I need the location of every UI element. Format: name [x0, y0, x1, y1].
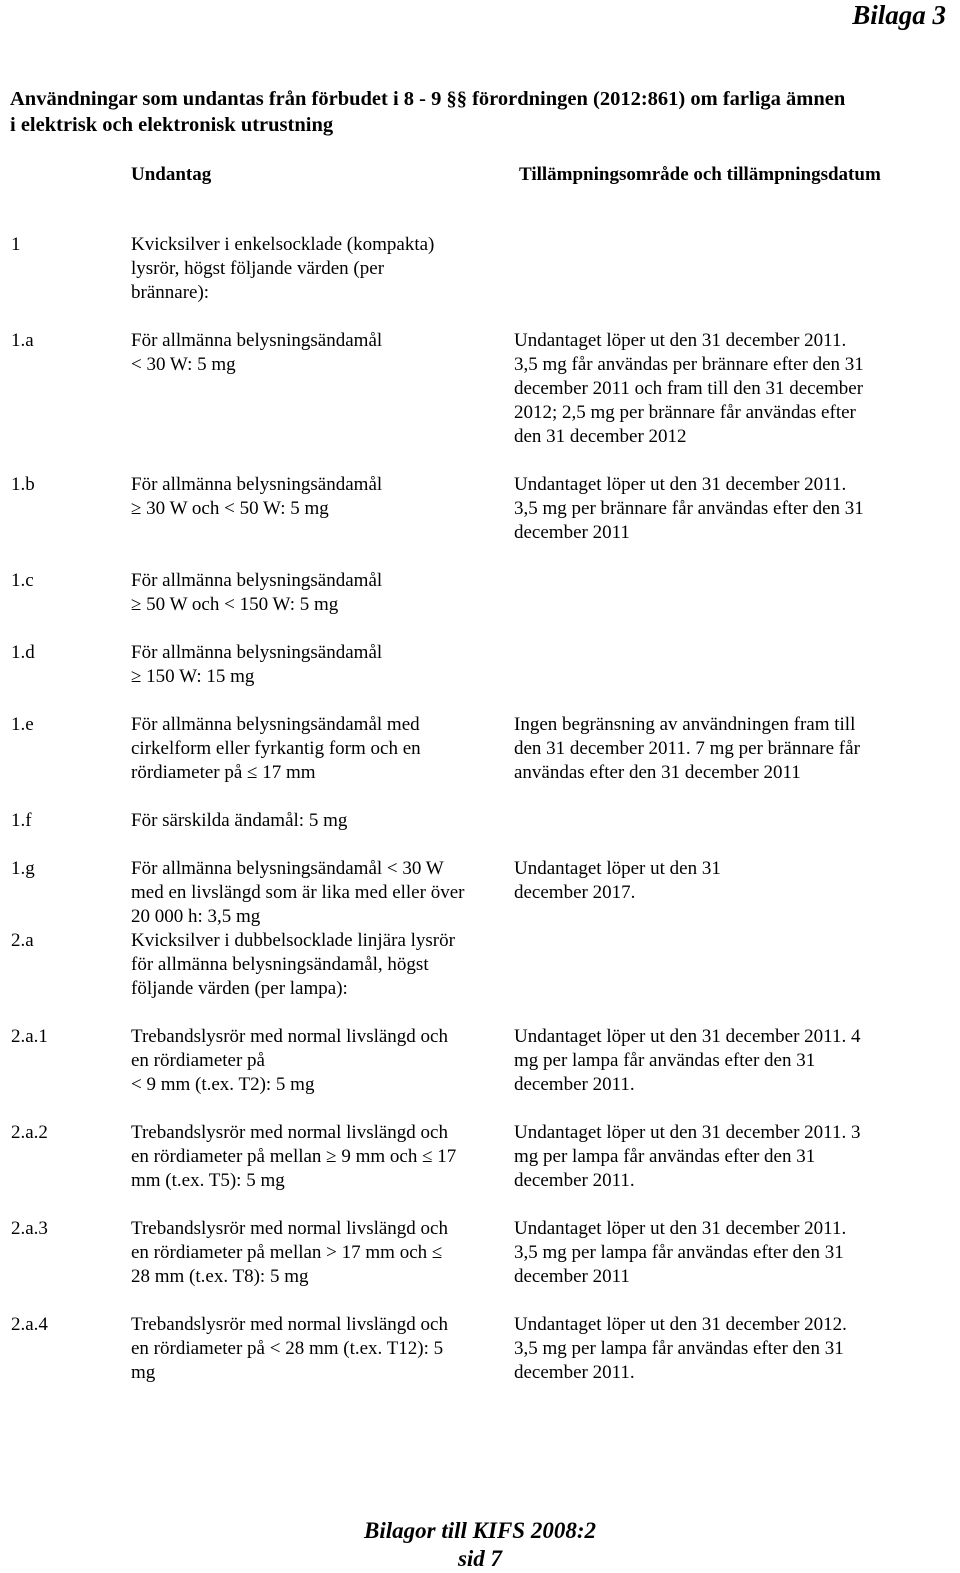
exemption-text — [131, 1121, 506, 1193]
exemption-line: Trebandslysrör med normal livslängd och — [131, 1218, 448, 1239]
exemption-line: För allmänna belysningsändamål — [131, 474, 383, 495]
scope-line: Undantaget löper ut den 31 december 2011. — [514, 330, 847, 351]
exemption-text — [131, 641, 506, 689]
exemption-text — [131, 1025, 506, 1097]
exemption-line: cirkelform eller fyrkantig form och en — [131, 738, 421, 759]
exemption-line: För särskilda ändamål: 5 mg — [131, 810, 348, 831]
exemption-line: < 30 W: 5 mg — [131, 354, 236, 375]
table-row — [0, 1121, 960, 1217]
table-row — [0, 1025, 960, 1121]
exemption-line: ≥ 150 W: 15 mg — [131, 666, 255, 687]
scope-line: december 2017. — [514, 882, 636, 903]
scope-text — [514, 713, 914, 785]
page-footer — [0, 1517, 960, 1573]
title-line-2: i elektrisk och elektronisk utrustning — [10, 114, 334, 136]
row-number: 1.c — [11, 570, 34, 591]
exemption-line: mg — [131, 1362, 156, 1383]
exemption-table — [0, 233, 960, 1409]
row-number: 1.f — [11, 810, 32, 831]
exemption-line: För allmänna belysningsändamål — [131, 330, 383, 351]
scope-line: Undantaget löper ut den 31 december 2011. 3 — [514, 1122, 861, 1143]
scope-line: Ingen begränsning av användningen fram till — [514, 714, 856, 735]
exemption-line: För allmänna belysningsändamål med — [131, 714, 420, 735]
exemption-text — [131, 569, 506, 617]
exemption-line: följande värden (per lampa): — [131, 978, 348, 999]
scope-text — [514, 1313, 914, 1385]
exemption-text — [131, 1313, 506, 1385]
table-row — [0, 857, 960, 929]
row-number: 2.a.2 — [11, 1122, 48, 1143]
scope-line: december 2011 — [514, 522, 630, 543]
table-row — [0, 473, 960, 569]
row-number: 1.d — [11, 642, 35, 663]
scope-line: december 2011 och fram till den 31 december — [514, 378, 864, 399]
scope-text — [514, 1025, 914, 1097]
row-number: 1.e — [11, 714, 34, 735]
title-line-1: Användningar som undantas från förbudet i 8 - 9 §§ förordningen (2012:861) om farliga ämnen — [10, 88, 846, 110]
document-title — [10, 86, 950, 138]
scope-line: Undantaget löper ut den 31 december 2011. — [514, 474, 847, 495]
row-number: 1 — [11, 234, 21, 255]
exemption-line: brännare): — [131, 282, 210, 303]
exemption-line: en rördiameter på mellan > 17 mm och ≤ — [131, 1242, 443, 1263]
exemption-text — [131, 233, 506, 305]
exemption-text — [131, 473, 506, 521]
exemption-line: Trebandslysrör med normal livslängd och — [131, 1026, 448, 1047]
exemption-line: < 9 mm (t.ex. T2): 5 mg — [131, 1074, 315, 1095]
scope-line: 3,5 mg får användas per brännare efter den 31 — [514, 354, 864, 375]
exemption-line: lysrör, högst följande värden (per — [131, 258, 385, 279]
exemption-line: För allmänna belysningsändamål — [131, 642, 383, 663]
scope-line: mg per lampa får användas efter den 31 — [514, 1146, 816, 1167]
row-number: 2.a.1 — [11, 1026, 48, 1047]
row-number: 2.a.4 — [11, 1314, 48, 1335]
row-number: 1.a — [11, 330, 34, 351]
scope-line: Undantaget löper ut den 31 december 2011. — [514, 1218, 847, 1239]
exemption-text — [131, 809, 506, 833]
scope-line: 3,5 mg per lampa får användas efter den 31 — [514, 1242, 844, 1263]
scope-line: 3,5 mg per brännare får användas efter den 31 — [514, 498, 864, 519]
exemption-line: med en livslängd som är lika med eller över — [131, 882, 465, 903]
scope-line: december 2011 — [514, 1266, 630, 1287]
scope-line: december 2011. — [514, 1170, 635, 1191]
exemption-line: För allmänna belysningsändamål < 30 W — [131, 858, 444, 879]
scope-line: den 31 december 2011. 7 mg per brännare får — [514, 738, 860, 759]
exemption-line: en rördiameter på — [131, 1050, 265, 1071]
scope-line: Undantaget löper ut den 31 december 2012. — [514, 1314, 847, 1335]
scope-line: 3,5 mg per lampa får användas efter den 31 — [514, 1338, 844, 1359]
row-number: 2.a.3 — [11, 1218, 48, 1239]
exemption-line: mm (t.ex. T5): 5 mg — [131, 1170, 285, 1191]
exemption-line: ≥ 30 W och < 50 W: 5 mg — [131, 498, 329, 519]
scope-line: den 31 december 2012 — [514, 426, 687, 447]
scope-line: Undantaget löper ut den 31 december 2011. 4 — [514, 1026, 861, 1047]
exemption-line: en rördiameter på < 28 mm (t.ex. T12): 5 — [131, 1338, 444, 1359]
scope-text — [514, 473, 914, 545]
exemption-line: rördiameter på ≤ 17 mm — [131, 762, 316, 783]
exemption-text — [131, 929, 506, 1001]
table-row — [0, 233, 960, 329]
exemption-line: Kvicksilver i enkelsocklade (kompakta) — [131, 234, 435, 255]
exemption-text — [131, 857, 506, 929]
appendix-label: Bilaga 3 — [852, 0, 946, 30]
table-row — [0, 713, 960, 809]
scope-line: Undantaget löper ut den 31 — [514, 858, 721, 879]
exemption-line: för allmänna belysningsändamål, högst — [131, 954, 429, 975]
scope-text — [514, 1121, 914, 1193]
table-row — [0, 1313, 960, 1409]
exemption-line: Trebandslysrör med normal livslängd och — [131, 1314, 448, 1335]
footer-page-number: sid 7 — [457, 1546, 503, 1571]
scope-text — [514, 1217, 914, 1289]
scope-text — [514, 329, 914, 449]
scope-line: användas efter den 31 december 2011 — [514, 762, 801, 783]
table-row — [0, 809, 960, 857]
table-row — [0, 929, 960, 1025]
row-number: 2.a — [11, 930, 34, 951]
exemption-text — [131, 713, 506, 785]
table-row — [0, 1217, 960, 1313]
scope-line: mg per lampa får användas efter den 31 — [514, 1050, 816, 1071]
table-row — [0, 641, 960, 713]
exemption-text — [131, 1217, 506, 1289]
row-number: 1.g — [11, 858, 35, 879]
exemption-line: Trebandslysrör med normal livslängd och — [131, 1122, 448, 1143]
table-row — [0, 569, 960, 641]
row-number: 1.b — [11, 474, 35, 495]
table-row — [0, 329, 960, 473]
exemption-line: en rördiameter på mellan ≥ 9 mm och ≤ 17 — [131, 1146, 457, 1167]
exemption-line: ≥ 50 W och < 150 W: 5 mg — [131, 594, 339, 615]
exemption-line: För allmänna belysningsändamål — [131, 570, 383, 591]
scope-text — [514, 857, 914, 905]
exemption-line: 20 000 h: 3,5 mg — [131, 906, 261, 927]
column-header-exemption: Undantag — [131, 164, 212, 185]
footer-source: Bilagor till KIFS 2008:2 — [364, 1518, 596, 1543]
scope-line: 2012; 2,5 mg per brännare får användas efter — [514, 402, 856, 423]
exemption-line: Kvicksilver i dubbelsocklade linjära lysrör — [131, 930, 455, 951]
scope-line: december 2011. — [514, 1074, 635, 1095]
column-header-scope: Tillämpningsområde och tillämpningsdatum — [519, 164, 881, 185]
exemption-text — [131, 329, 506, 377]
scope-line: december 2011. — [514, 1362, 635, 1383]
exemption-line: 28 mm (t.ex. T8): 5 mg — [131, 1266, 309, 1287]
